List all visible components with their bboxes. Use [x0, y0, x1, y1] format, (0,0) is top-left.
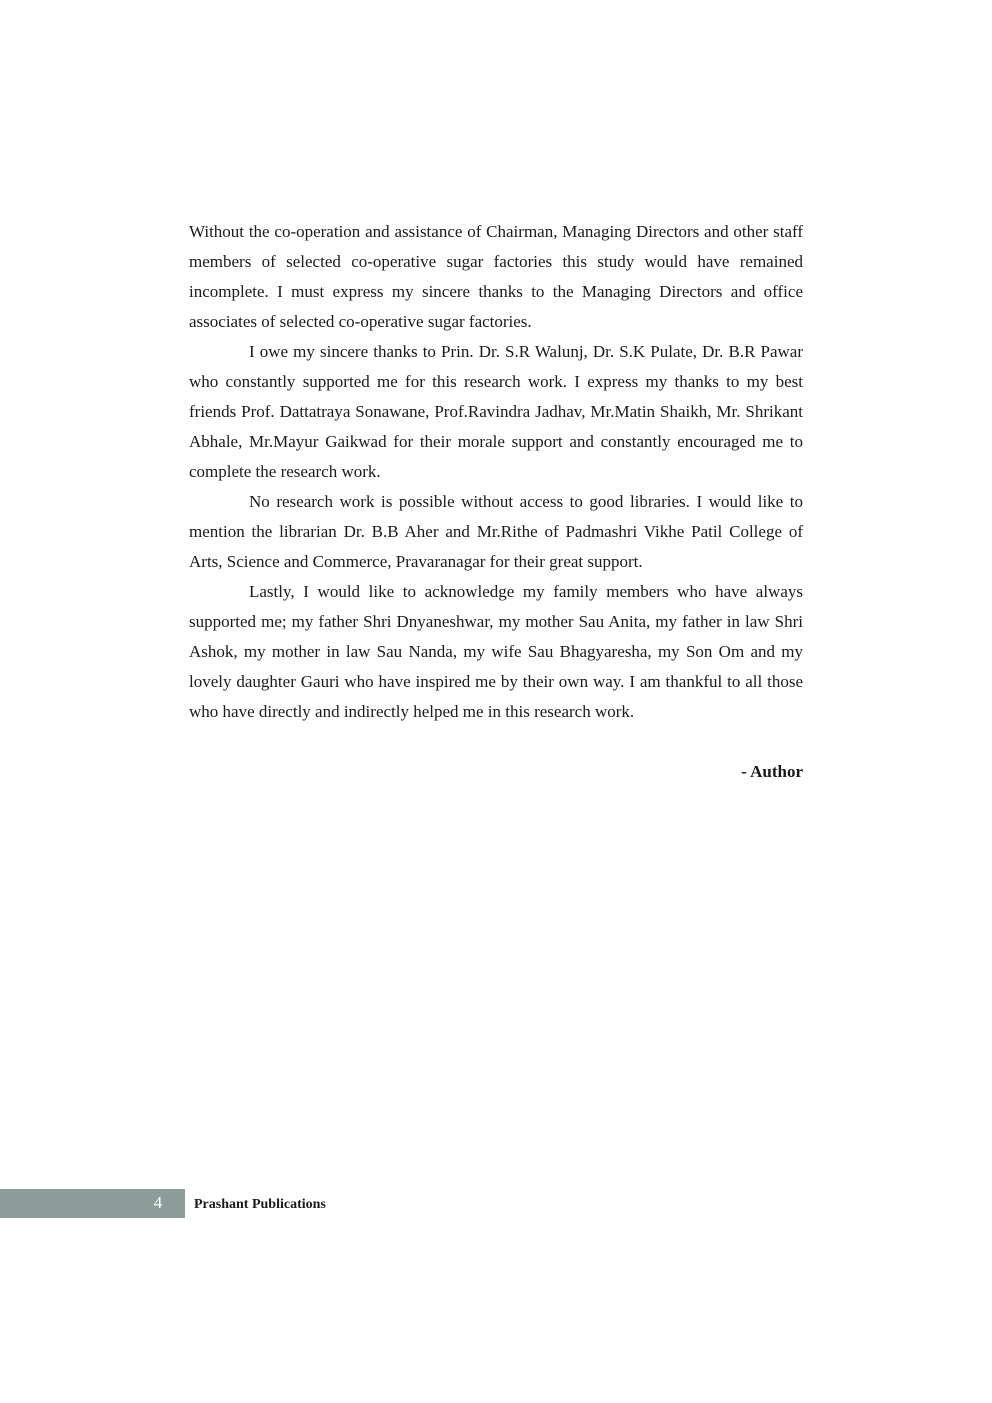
paragraph-family: Lastly, I would like to acknowledge my family members who have always supported me; my father Shri Dnyaneshwar, my mother Sau Anita, my father in law Shri Ashok, my mother in law Sau Nanda, my wife Sau Bhagyaresha, my Son Om and my lovely daughter Gauri who have inspired me by their own way. I am thankful to all those who have directly and indirectly helped me in this research work. — [189, 582, 803, 721]
paragraph-libraries: No research work is possible without access to good libraries. I would like to mention the librarian Dr. B.B Aher and Mr.Rithe of Padmashri Vikhe Patil College of Arts, Science and Commerce, Pravaranagar for their great support. — [189, 492, 803, 571]
page-number: 4 — [153, 1193, 163, 1212]
paragraph-thanks-friends: I owe my sincere thanks to Prin. Dr. S.R Walunj, Dr. S.K Pulate, Dr. B.R Pawar who constantly supported me for this research work. I express my thanks to my best friends Prof. Dattatraya Sonawane, Prof.Ravindra Jadhav, Mr.Matin Shaikh, Mr. Shrikant Abhale, Mr.Mayur Gaikwad for their morale support and constantly encouraged me to complete the research work. — [189, 342, 803, 481]
acknowledgement-body — [189, 217, 803, 727]
paragraph-cooperation: Without the co-operation and assistance of Chairman, Managing Directors and other staff members of selected co-operative sugar factories this study would have remained incomplete. I must express my sincere thanks to the Managing Directors and office associates of selected co-operative sugar factories. — [189, 222, 803, 331]
publisher-name: Prashant Publications — [194, 1197, 326, 1212]
author-signature: - Author — [741, 762, 803, 781]
